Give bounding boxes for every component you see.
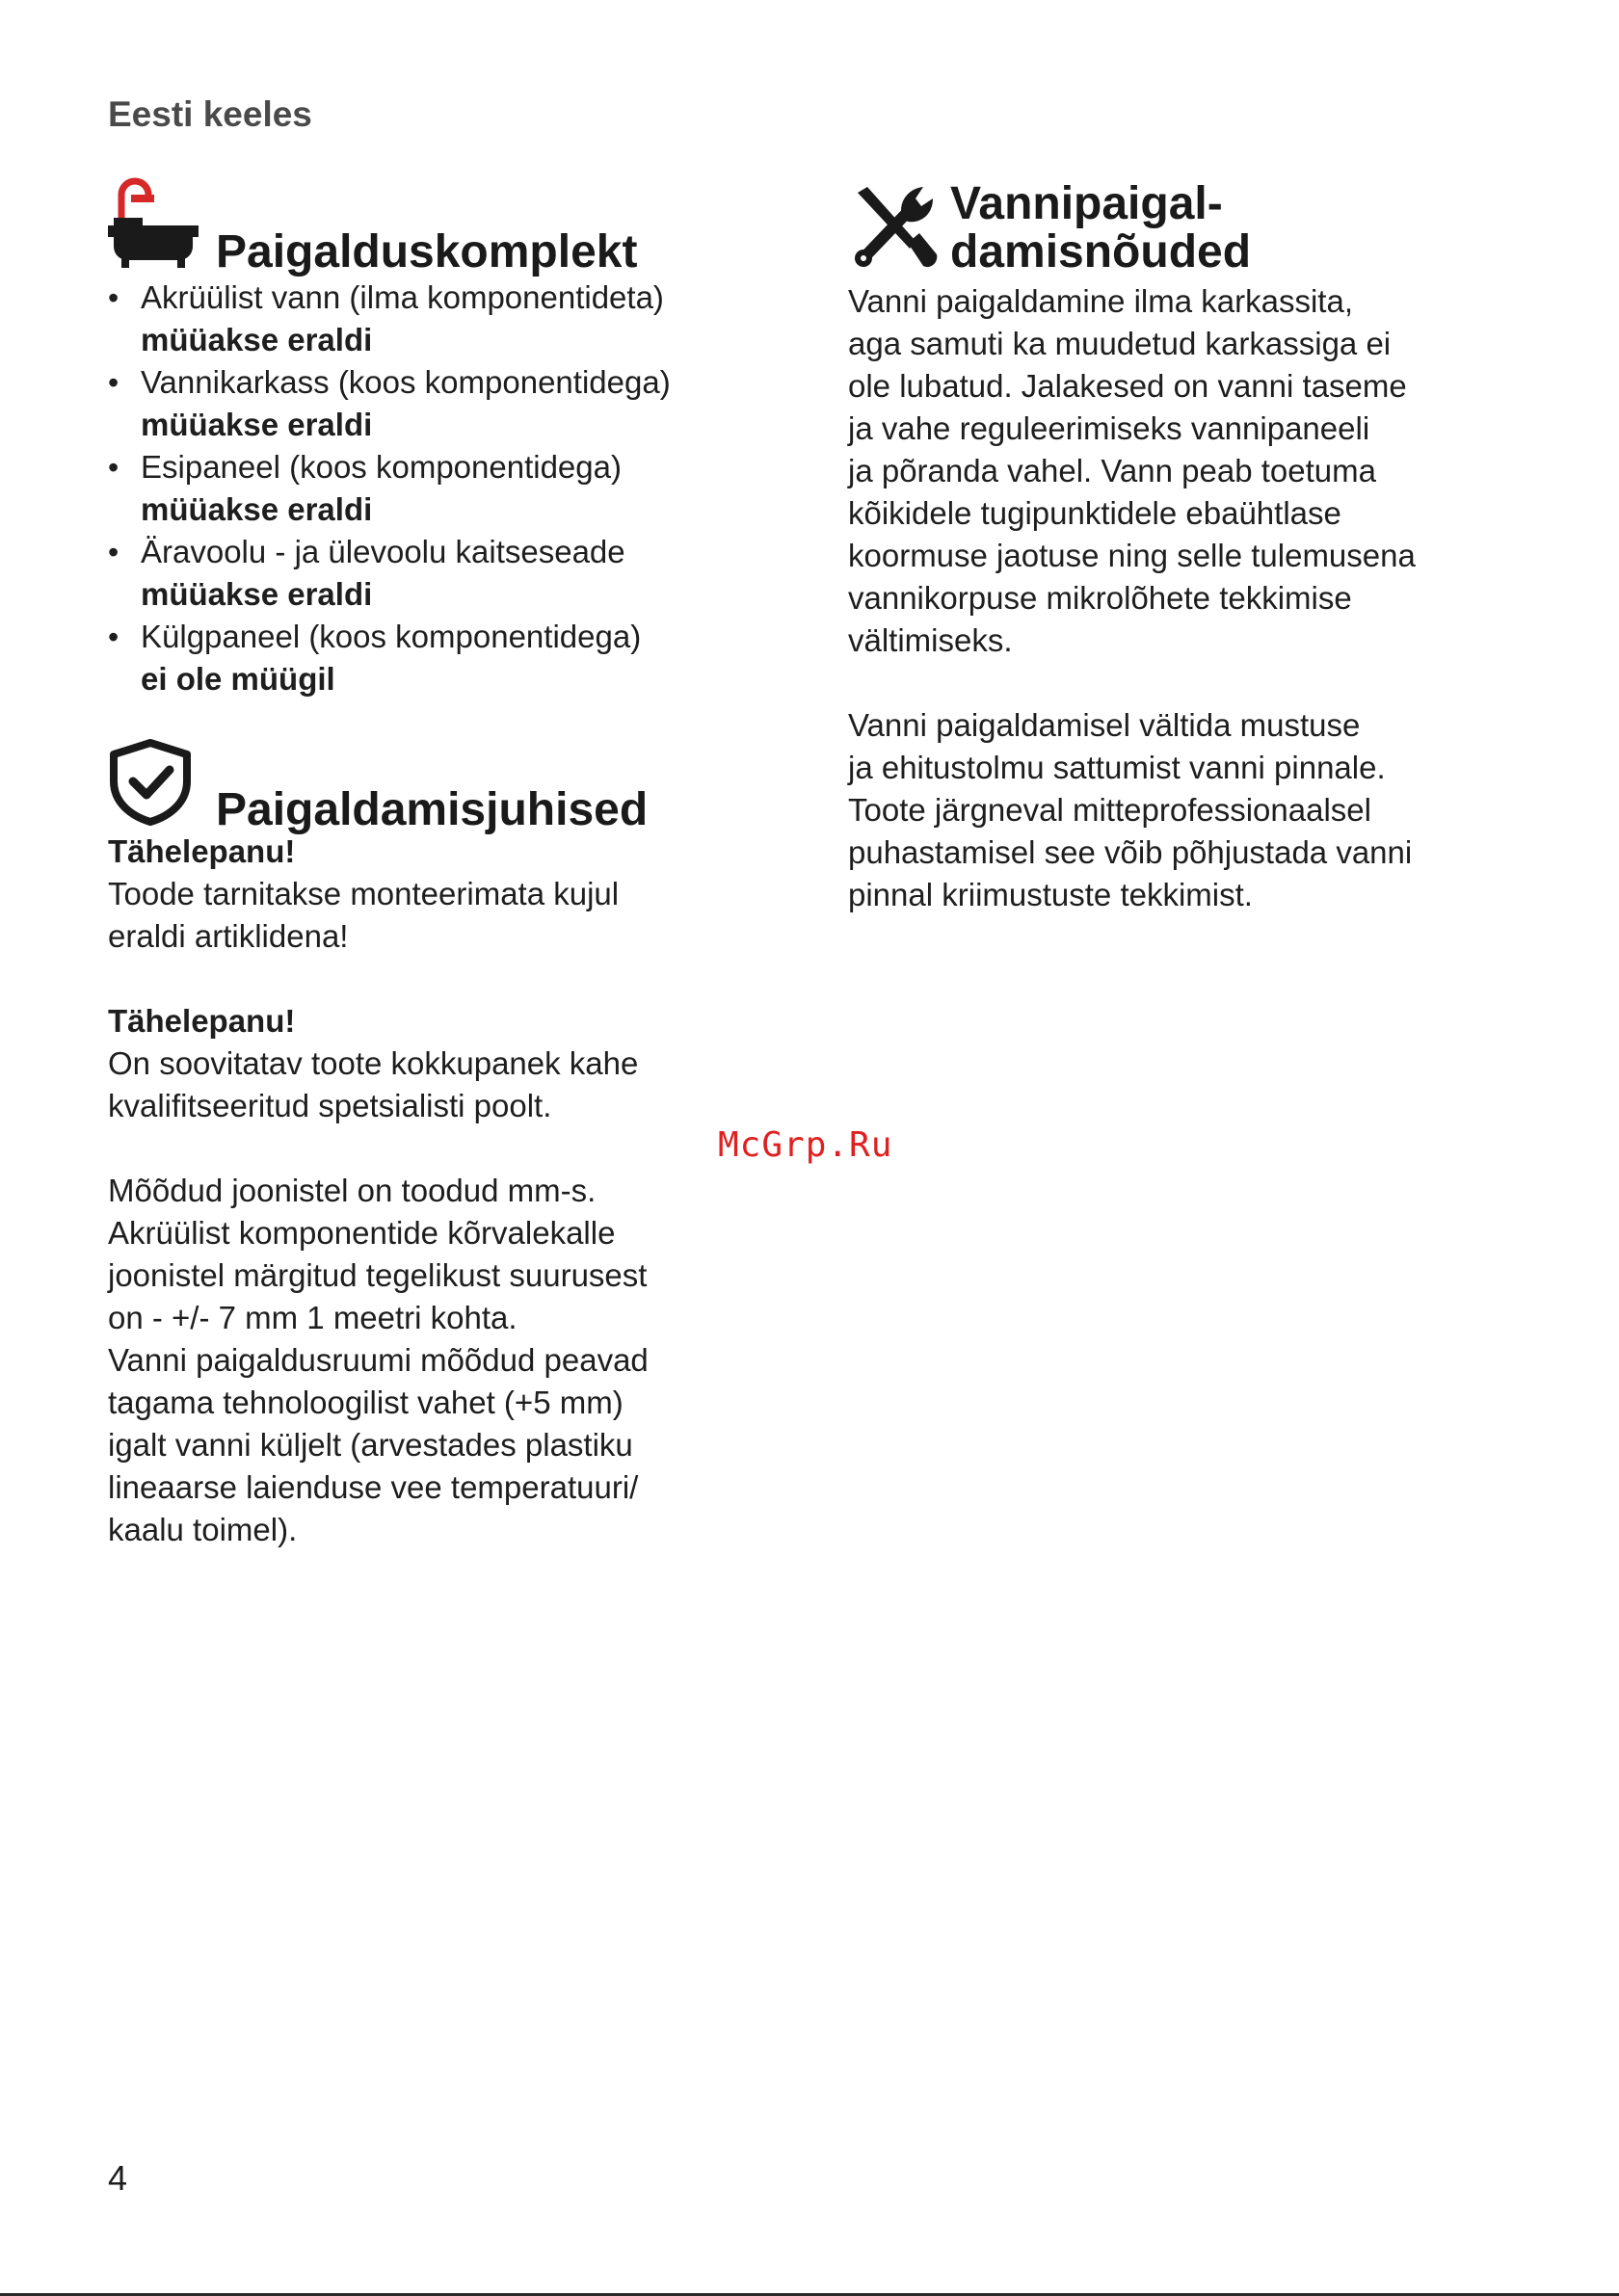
requirements-title-line1: Vannipaigal- [950,178,1223,229]
kit-list [108,277,783,700]
language-label: Eesti keeles [108,94,312,134]
shield-check-icon [108,739,193,831]
bathtub-icon [108,173,199,275]
requirements-title-line2: damisnõuded [950,226,1252,277]
instructions-title: Paigaldamisjuhised [216,784,649,835]
measurements-paragraph: Mõõdud joonistel on toodud mm-s. Akrüülist komponentide kõrvalekalle joonistel märgitud tegelikust suurusest on - +/- 7 mm 1 meetri kohta. Vanni paigaldusruumi mõõdud peavad tagama tehnoloogilist vahet (+5 mm) igalt vanni küljelt (arvestades plastiku lineaarse laienduse vee temperatuuri/ kaalu toimel). [108,1173,649,1547]
requirements-heading [848,173,1542,277]
instructions-heading [108,739,783,835]
warning-block-2: Tähelepanu! On soovitatav toote kokkupanek kahe kvalifitseeritud spetsialisti poolt. [108,1003,639,1123]
warning-block-1: Tähelepanu! Toode tarnitakse monteerimata kujul eraldi artiklidena! [108,833,620,954]
tools-icon [848,181,939,277]
list-item: • Esipaneel (koos komponentidega) müüakse eraldi [108,446,783,531]
kit-heading [108,173,783,275]
left-column [108,173,783,1551]
list-item: • Külgpaneel (koos komponentidega) ei ole müügil [108,616,783,700]
requirements-paragraph-1: Vanni paigaldamine ilma karkassita, aga samuti ka muudetud karkassiga ei ole lubatud. Jalakesed on vanni taseme ja vahe reguleerimiseks vannipaneeli ja põranda vahel. Vann peab toetuma kõikidele tugipunktidele ebaühtlase koormuse jaotuse ning selle tulemusena vannikorpuse mikrolõhete tekkimise vältimiseks. [848,283,1416,658]
watermark: McGrp.Ru [718,1125,893,1165]
page-number: 4 [108,2158,128,2198]
kit-title: Paigalduskomplekt [216,226,638,277]
requirements-paragraph-2: Vanni paigaldamisel vältida mustuse ja ehitustolmu sattumist vanni pinnale. Toote järgneval mitteprofessionaalsel puhastamisel see võib põhjustada vanni pinnal kriimustuste tekkimist. [848,707,1413,912]
list-item: • Äravoolu - ja ülevoolu kaitseseade müüakse eraldi [108,531,783,616]
right-column [848,173,1542,916]
list-item: • Vannikarkass (koos komponentidega) müüakse eraldi [108,361,783,446]
list-item: • Akrüülist vann (ilma komponentideta) müüakse eraldi [108,277,783,361]
